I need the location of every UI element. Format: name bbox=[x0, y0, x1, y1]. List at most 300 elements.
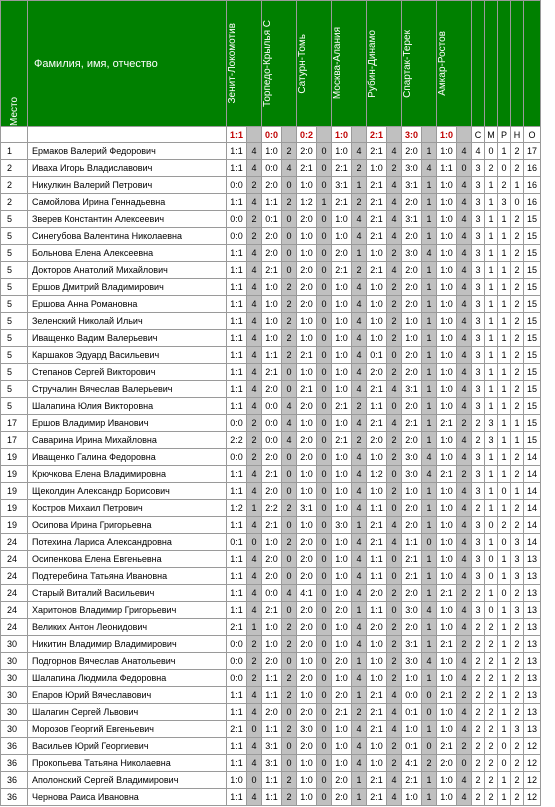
table-row bbox=[1, 619, 541, 636]
points-cell: 2 bbox=[387, 585, 402, 602]
place-cell: 30 bbox=[1, 636, 28, 653]
prediction-cell: 1:0 bbox=[262, 330, 282, 347]
table-row bbox=[1, 296, 541, 313]
points-cell: 2 bbox=[352, 194, 367, 211]
stat-header-blank bbox=[485, 1, 498, 127]
points-cell: 4 bbox=[247, 160, 262, 177]
prediction-cell: 2:1 bbox=[367, 177, 387, 194]
points-cell: 4 bbox=[457, 602, 472, 619]
prediction-cell: 1:0 bbox=[227, 772, 247, 789]
prediction-cell: 2:1 bbox=[262, 364, 282, 381]
stat-cell: 1 bbox=[485, 381, 498, 398]
points-cell: 4 bbox=[352, 466, 367, 483]
prediction-cell: 2:0 bbox=[297, 534, 317, 551]
prediction-cell: 2:1 bbox=[437, 415, 457, 432]
name-cell: Никулкин Валерий Петрович bbox=[28, 177, 227, 194]
match-header: Зенит-Локомотив bbox=[227, 1, 262, 127]
prediction-cell: 1:1 bbox=[262, 789, 282, 806]
points-cell: 2 bbox=[387, 738, 402, 755]
points-cell: 0 bbox=[317, 772, 332, 789]
prediction-cell: 0:0 bbox=[227, 177, 247, 194]
points-cell: 4 bbox=[457, 483, 472, 500]
prediction-cell: 1:0 bbox=[332, 381, 352, 398]
table-row bbox=[1, 347, 541, 364]
points-cell: 4 bbox=[422, 160, 437, 177]
stat-cell: 2 bbox=[511, 296, 524, 313]
prediction-cell: 1:0 bbox=[437, 313, 457, 330]
stat-cell: 1 bbox=[511, 177, 524, 194]
stat-cell: 1 bbox=[485, 364, 498, 381]
points-cell: 0 bbox=[282, 568, 297, 585]
points-cell: 0 bbox=[282, 704, 297, 721]
stat-cell: 13 bbox=[524, 602, 541, 619]
points-cell: 0 bbox=[247, 534, 262, 551]
name-cell: Иващенко Вадим Валерьевич bbox=[28, 330, 227, 347]
name-cell: Щеколдин Александр Борисович bbox=[28, 483, 227, 500]
name-cell: Подгорнов Вячеслав Анатольевич bbox=[28, 653, 227, 670]
points-cell: 0 bbox=[317, 245, 332, 262]
place-header: Место bbox=[1, 1, 28, 127]
points-cell: 0 bbox=[317, 177, 332, 194]
prediction-cell: 2:0 bbox=[367, 619, 387, 636]
stat-cell: 2 bbox=[511, 789, 524, 806]
points-cell: 2 bbox=[247, 211, 262, 228]
place-cell: 17 bbox=[1, 432, 28, 449]
stat-cell: 16 bbox=[524, 194, 541, 211]
stat-cell: 2 bbox=[511, 364, 524, 381]
points-cell: 1 bbox=[422, 296, 437, 313]
stat-cell: 1 bbox=[511, 483, 524, 500]
prediction-cell: 1:0 bbox=[402, 721, 422, 738]
place-cell: 36 bbox=[1, 789, 28, 806]
match-header: Сатурн-Томь bbox=[297, 1, 332, 127]
prediction-cell: 2:0 bbox=[402, 143, 422, 160]
points-cell: 4 bbox=[457, 772, 472, 789]
stat-cell: 1 bbox=[498, 721, 511, 738]
points-cell: 4 bbox=[247, 687, 262, 704]
name-cell: Чернова Раиса Ивановна bbox=[28, 789, 227, 806]
prediction-cell: 1:1 bbox=[227, 330, 247, 347]
prediction-cell: 2:1 bbox=[402, 551, 422, 568]
name-cell: Прокопьева Татьяна Николаевна bbox=[28, 755, 227, 772]
stat-cell: 14 bbox=[524, 483, 541, 500]
stat-cell: 3 bbox=[472, 279, 485, 296]
stat-cell: 3 bbox=[472, 602, 485, 619]
name-cell: Шалапина Людмила Федоровна bbox=[28, 670, 227, 687]
stat-cell: 2 bbox=[511, 347, 524, 364]
name-cell: Ершов Владимир Иванович bbox=[28, 415, 227, 432]
prediction-cell: 1:0 bbox=[367, 738, 387, 755]
prediction-cell: 1:1 bbox=[227, 568, 247, 585]
prediction-cell: 3:1 bbox=[262, 738, 282, 755]
stat-cell: 3 bbox=[472, 262, 485, 279]
points-cell: 1 bbox=[422, 262, 437, 279]
prediction-cell: 4:1 bbox=[402, 755, 422, 772]
stat-cell: 15 bbox=[524, 279, 541, 296]
stat-cell: 2 bbox=[485, 636, 498, 653]
stat-cell: 2 bbox=[511, 636, 524, 653]
prediction-cell: 1:1 bbox=[227, 194, 247, 211]
stat-cell: 4 bbox=[472, 143, 485, 160]
points-cell: 1 bbox=[352, 602, 367, 619]
place-cell: 30 bbox=[1, 653, 28, 670]
prediction-cell: 0:0 bbox=[227, 636, 247, 653]
points-cell: 0 bbox=[422, 738, 437, 755]
stat-cell: 0 bbox=[485, 568, 498, 585]
points-cell: 4 bbox=[247, 483, 262, 500]
points-cell: 4 bbox=[352, 228, 367, 245]
prediction-cell: 1:0 bbox=[437, 517, 457, 534]
points-cell: 0 bbox=[457, 160, 472, 177]
table-row bbox=[1, 177, 541, 194]
points-cell: 2 bbox=[457, 585, 472, 602]
prediction-cell: 3:0 bbox=[402, 160, 422, 177]
name-cell: Потехина Лариса Александровна bbox=[28, 534, 227, 551]
points-cell: 4 bbox=[282, 585, 297, 602]
points-cell: 4 bbox=[457, 789, 472, 806]
prediction-cell: 0:0 bbox=[227, 415, 247, 432]
table-row bbox=[1, 653, 541, 670]
points-cell: 1 bbox=[422, 194, 437, 211]
stat-cell: 13 bbox=[524, 636, 541, 653]
stat-cell: 1 bbox=[498, 602, 511, 619]
table-row bbox=[1, 330, 541, 347]
points-cell: 0 bbox=[387, 398, 402, 415]
points-cell: 1 bbox=[422, 585, 437, 602]
points-cell: 1 bbox=[422, 279, 437, 296]
match-result: 1:0 bbox=[437, 127, 457, 143]
prediction-cell: 2:1 bbox=[367, 721, 387, 738]
points-cell: 4 bbox=[387, 194, 402, 211]
table-row bbox=[1, 517, 541, 534]
points-cell: 0 bbox=[282, 602, 297, 619]
prediction-cell: 1:0 bbox=[297, 313, 317, 330]
points-cell: 4 bbox=[457, 551, 472, 568]
prediction-cell: 1:0 bbox=[297, 364, 317, 381]
prediction-cell: 1:0 bbox=[437, 670, 457, 687]
place-cell: 19 bbox=[1, 466, 28, 483]
stat-cell: 2 bbox=[485, 789, 498, 806]
name-cell: Морозов Георгий Евгеньевич bbox=[28, 721, 227, 738]
prediction-cell: 1:1 bbox=[227, 466, 247, 483]
points-cell: 0 bbox=[387, 602, 402, 619]
stat-cell: 3 bbox=[472, 398, 485, 415]
points-cell: 0 bbox=[317, 347, 332, 364]
stat-cell: 0 bbox=[485, 551, 498, 568]
stat-cell: 15 bbox=[524, 347, 541, 364]
prediction-cell: 2:0 bbox=[297, 551, 317, 568]
prediction-cell: 2:0 bbox=[262, 177, 282, 194]
stat-cell: 2 bbox=[472, 738, 485, 755]
stat-cell: 3 bbox=[472, 211, 485, 228]
prediction-cell: 1:0 bbox=[437, 228, 457, 245]
points-cell: 4 bbox=[247, 330, 262, 347]
prediction-cell: 1:1 bbox=[227, 398, 247, 415]
points-cell: 0 bbox=[317, 330, 332, 347]
stat-cell: 2 bbox=[485, 721, 498, 738]
table-row bbox=[1, 466, 541, 483]
prediction-cell: 2:1 bbox=[367, 772, 387, 789]
table-row bbox=[1, 279, 541, 296]
prediction-cell: 2:0 bbox=[332, 245, 352, 262]
stat-cell: 1 bbox=[498, 398, 511, 415]
points-cell: 2 bbox=[387, 160, 402, 177]
name-cell: Великих Антон Леонидович bbox=[28, 619, 227, 636]
prediction-cell: 2:0 bbox=[262, 245, 282, 262]
stat-cell: 2 bbox=[511, 381, 524, 398]
stat-header-blank bbox=[511, 1, 524, 127]
prediction-cell: 1:0 bbox=[332, 364, 352, 381]
points-cell: 0 bbox=[317, 432, 332, 449]
prediction-cell: 3:0 bbox=[402, 466, 422, 483]
stat-cell: 1 bbox=[498, 670, 511, 687]
points-cell: 4 bbox=[247, 313, 262, 330]
place-cell: 30 bbox=[1, 670, 28, 687]
stat-cell: 1 bbox=[485, 177, 498, 194]
points-cell: 1 bbox=[422, 177, 437, 194]
points-cell: 4 bbox=[247, 568, 262, 585]
points-cell: 4 bbox=[457, 381, 472, 398]
stat-cell: 2 bbox=[485, 670, 498, 687]
points-cell: 0 bbox=[387, 568, 402, 585]
prediction-cell: 1:0 bbox=[437, 568, 457, 585]
match-header: Рубин-Динамо bbox=[367, 1, 402, 127]
points-cell: 2 bbox=[387, 653, 402, 670]
prediction-cell: 2:0 bbox=[297, 636, 317, 653]
points-cell: 4 bbox=[282, 432, 297, 449]
prediction-cell: 1:1 bbox=[227, 160, 247, 177]
prediction-cell: 1:0 bbox=[367, 483, 387, 500]
prediction-cell: 1:0 bbox=[437, 347, 457, 364]
stat-cell: 3 bbox=[511, 602, 524, 619]
stat-cell: 1 bbox=[485, 398, 498, 415]
stat-cell: 1 bbox=[485, 211, 498, 228]
stat-header-blank bbox=[472, 1, 485, 127]
place-cell: 30 bbox=[1, 721, 28, 738]
prediction-cell: 1:0 bbox=[297, 466, 317, 483]
points-cell: 1 bbox=[247, 500, 262, 517]
points-cell: 4 bbox=[387, 262, 402, 279]
points-cell: 2 bbox=[282, 772, 297, 789]
prediction-cell: 0:0 bbox=[262, 585, 282, 602]
prediction-cell: 2:0 bbox=[262, 653, 282, 670]
stat-cell: 13 bbox=[524, 687, 541, 704]
prediction-cell: 1:1 bbox=[367, 551, 387, 568]
prediction-cell: 1:1 bbox=[227, 687, 247, 704]
stat-cell: 2 bbox=[511, 738, 524, 755]
prediction-cell: 1:0 bbox=[367, 653, 387, 670]
points-cell: 4 bbox=[457, 211, 472, 228]
stat-cell: 1 bbox=[498, 245, 511, 262]
prediction-cell: 3:0 bbox=[402, 449, 422, 466]
prediction-cell: 2:1 bbox=[367, 534, 387, 551]
points-cell: 1 bbox=[352, 653, 367, 670]
points-cell: 0 bbox=[282, 228, 297, 245]
points-cell: 0 bbox=[282, 466, 297, 483]
prediction-cell: 2:0 bbox=[332, 789, 352, 806]
prediction-cell: 0:0 bbox=[227, 228, 247, 245]
points-cell: 1 bbox=[422, 721, 437, 738]
points-cell: 4 bbox=[247, 143, 262, 160]
table-row bbox=[1, 364, 541, 381]
place-cell: 30 bbox=[1, 704, 28, 721]
prediction-cell: 1:0 bbox=[367, 330, 387, 347]
points-cell: 0 bbox=[317, 398, 332, 415]
points-cell: 4 bbox=[457, 568, 472, 585]
stat-cell: 3 bbox=[472, 245, 485, 262]
points-cell: 1 bbox=[422, 789, 437, 806]
prediction-cell: 1:0 bbox=[437, 432, 457, 449]
prediction-cell: 1:0 bbox=[437, 143, 457, 160]
points-cell: 4 bbox=[352, 534, 367, 551]
stat-cell: 2 bbox=[511, 755, 524, 772]
table-row bbox=[1, 143, 541, 160]
points-cell: 0 bbox=[317, 585, 332, 602]
match-result: 1:0 bbox=[332, 127, 352, 143]
prediction-cell: 2:1 bbox=[297, 381, 317, 398]
stat-cell: 3 bbox=[485, 432, 498, 449]
points-cell: 0 bbox=[317, 687, 332, 704]
stat-cell: 0 bbox=[498, 483, 511, 500]
table-row bbox=[1, 483, 541, 500]
points-cell: 4 bbox=[457, 228, 472, 245]
points-cell: 4 bbox=[352, 296, 367, 313]
prediction-cell: 2:0 bbox=[402, 398, 422, 415]
points-cell: 2 bbox=[282, 500, 297, 517]
prediction-cell: 2:0 bbox=[402, 296, 422, 313]
prediction-cell: 1:1 bbox=[227, 738, 247, 755]
prediction-cell: 2:0 bbox=[402, 279, 422, 296]
points-cell: 2 bbox=[282, 143, 297, 160]
stat-cell: 1 bbox=[498, 687, 511, 704]
stat-label: О bbox=[524, 127, 541, 143]
place-cell: 19 bbox=[1, 483, 28, 500]
stat-cell: 0 bbox=[498, 738, 511, 755]
prediction-cell: 2:0 bbox=[332, 687, 352, 704]
stat-cell: 2 bbox=[498, 517, 511, 534]
table-header bbox=[1, 1, 541, 143]
points-cell: 4 bbox=[352, 330, 367, 347]
points-cell: 4 bbox=[387, 789, 402, 806]
points-cell: 2 bbox=[387, 296, 402, 313]
prediction-cell: 2:0 bbox=[262, 704, 282, 721]
points-cell: 0 bbox=[317, 466, 332, 483]
prediction-cell: 1:0 bbox=[262, 143, 282, 160]
table-row bbox=[1, 755, 541, 772]
prediction-cell: 1:0 bbox=[437, 398, 457, 415]
match-result: 2:1 bbox=[367, 127, 387, 143]
prediction-cell: 1:1 bbox=[227, 364, 247, 381]
table-row bbox=[1, 194, 541, 211]
stat-cell: 1 bbox=[498, 313, 511, 330]
stat-cell: 17 bbox=[524, 143, 541, 160]
name-cell: Докторов Анатолий Михайлович bbox=[28, 262, 227, 279]
stat-cell: 15 bbox=[524, 432, 541, 449]
points-cell: 0 bbox=[317, 670, 332, 687]
match-header: Торпедо-Крылья С bbox=[262, 1, 297, 127]
prediction-cell: 2:1 bbox=[437, 687, 457, 704]
points-cell: 4 bbox=[352, 738, 367, 755]
stat-cell: 1 bbox=[498, 653, 511, 670]
prediction-cell: 1:1 bbox=[227, 347, 247, 364]
points-cell: 4 bbox=[387, 534, 402, 551]
stat-cell: 3 bbox=[472, 347, 485, 364]
points-cell: 4 bbox=[247, 245, 262, 262]
prediction-cell: 1:0 bbox=[332, 670, 352, 687]
prediction-cell: 1:0 bbox=[332, 551, 352, 568]
points-cell: 0 bbox=[422, 687, 437, 704]
stat-cell: 15 bbox=[524, 398, 541, 415]
points-cell: 4 bbox=[247, 347, 262, 364]
prediction-cell: 2:1 bbox=[402, 772, 422, 789]
prediction-cell: 1:1 bbox=[437, 160, 457, 177]
prediction-cell: 2:1 bbox=[367, 704, 387, 721]
prediction-cell: 1:0 bbox=[332, 619, 352, 636]
prediction-cell: 1:0 bbox=[262, 619, 282, 636]
points-cell: 2 bbox=[352, 432, 367, 449]
stat-cell: 1 bbox=[498, 789, 511, 806]
stat-cell: 3 bbox=[472, 568, 485, 585]
prediction-cell: 1:0 bbox=[332, 279, 352, 296]
points-cell: 0 bbox=[317, 415, 332, 432]
points-cell: 0 bbox=[317, 296, 332, 313]
points-cell: 2 bbox=[457, 415, 472, 432]
points-cell: 2 bbox=[282, 670, 297, 687]
prediction-cell: 1:1 bbox=[227, 517, 247, 534]
points-cell: 0 bbox=[317, 517, 332, 534]
stat-cell: 15 bbox=[524, 330, 541, 347]
points-cell: 1 bbox=[422, 772, 437, 789]
prediction-cell: 2:1 bbox=[437, 738, 457, 755]
stat-cell: 15 bbox=[524, 381, 541, 398]
stat-cell: 1 bbox=[498, 449, 511, 466]
table-row bbox=[1, 228, 541, 245]
stat-cell: 2 bbox=[472, 704, 485, 721]
name-cell: Ершов Дмитрий Владимирович bbox=[28, 279, 227, 296]
stat-cell: 1 bbox=[498, 415, 511, 432]
prediction-cell: 0:0 bbox=[262, 398, 282, 415]
points-cell: 2 bbox=[387, 636, 402, 653]
points-cell: 4 bbox=[387, 381, 402, 398]
points-cell: 0 bbox=[317, 381, 332, 398]
prediction-cell: 1:0 bbox=[437, 500, 457, 517]
name-cell: Васильев Юрий Георгиевич bbox=[28, 738, 227, 755]
prediction-cell: 0:0 bbox=[227, 670, 247, 687]
stat-cell: 0 bbox=[485, 517, 498, 534]
prediction-cell: 2:1 bbox=[297, 347, 317, 364]
stat-cell: 13 bbox=[524, 619, 541, 636]
stat-cell: 2 bbox=[511, 211, 524, 228]
prediction-cell: 1:0 bbox=[437, 789, 457, 806]
points-cell: 2 bbox=[387, 364, 402, 381]
prediction-cell: 1:1 bbox=[227, 279, 247, 296]
prediction-cell: 0:0 bbox=[262, 432, 282, 449]
points-cell: 1 bbox=[422, 483, 437, 500]
points-cell: 1 bbox=[422, 330, 437, 347]
table-body bbox=[1, 143, 541, 806]
place-cell: 5 bbox=[1, 262, 28, 279]
prediction-cell: 1:0 bbox=[437, 381, 457, 398]
points-cell: 4 bbox=[457, 194, 472, 211]
stat-cell: 1 bbox=[498, 330, 511, 347]
stat-cell: 1 bbox=[498, 619, 511, 636]
stat-cell: 15 bbox=[524, 245, 541, 262]
prediction-cell: 0:0 bbox=[262, 415, 282, 432]
prediction-cell: 1:1 bbox=[227, 755, 247, 772]
name-cell: Харитонов Владимир Григорьевич bbox=[28, 602, 227, 619]
prediction-cell: 1:0 bbox=[332, 330, 352, 347]
points-cell: 2 bbox=[387, 432, 402, 449]
